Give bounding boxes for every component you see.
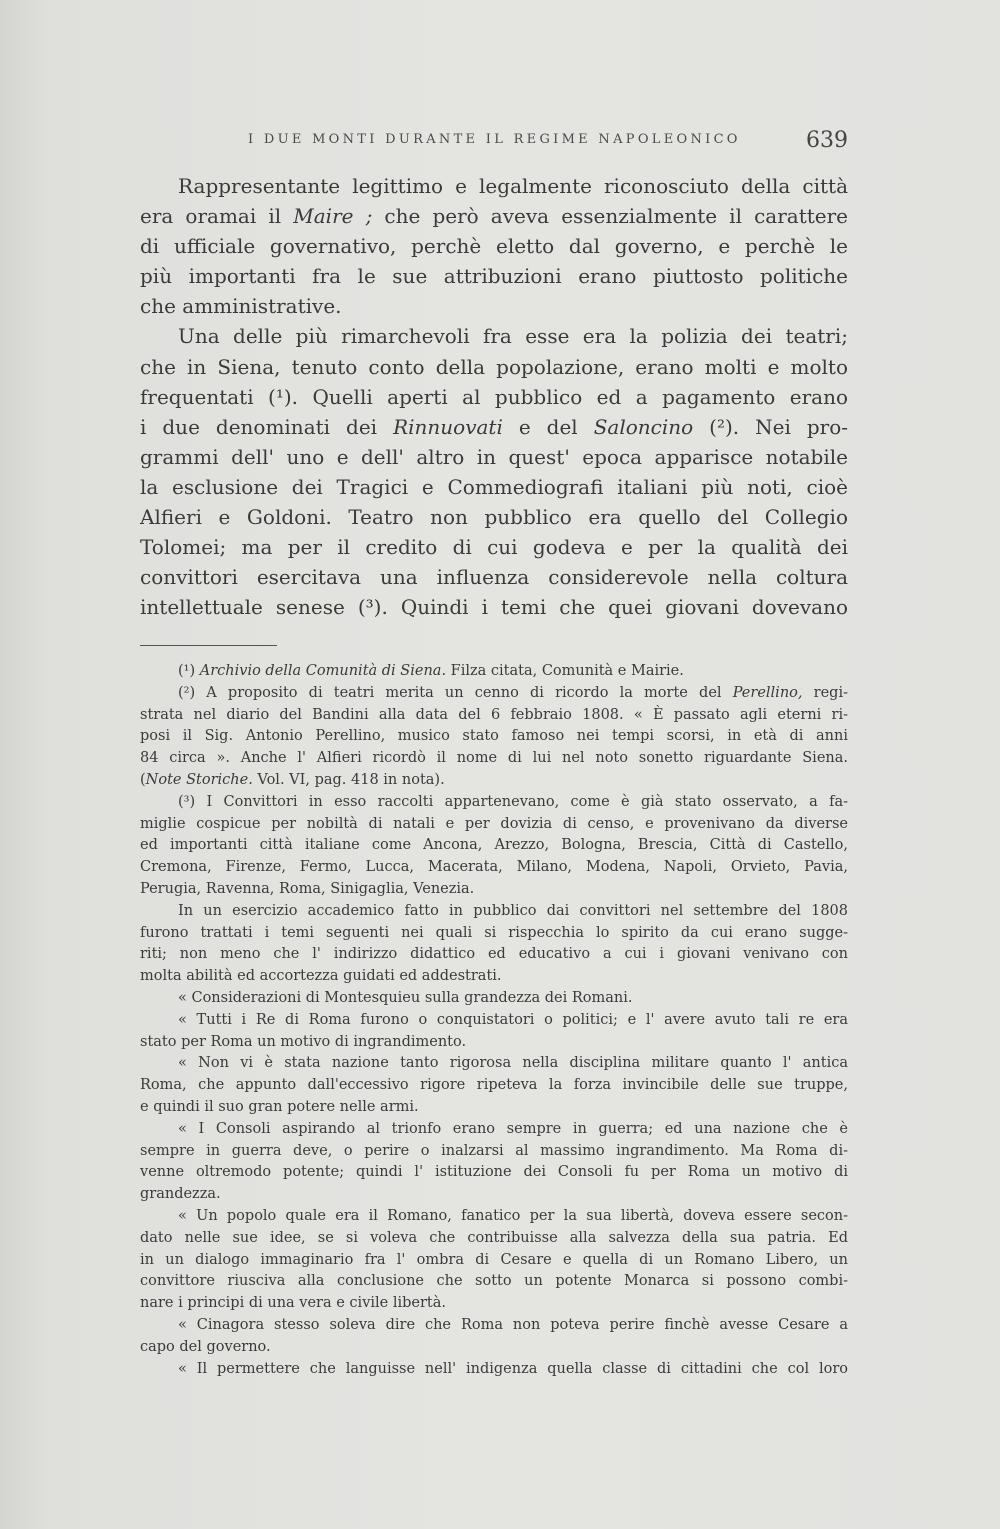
text-run: in un dialogo immaginario fra l' ombra di Cesare e quella di un Romano Libero, un <box>140 1251 848 1268</box>
body-text <box>140 171 848 622</box>
footnote-line <box>140 792 848 814</box>
text-run: Perugia, Ravenna, Roma, Sinigaglia, Venezia. <box>140 880 475 897</box>
footnote-line <box>140 835 848 857</box>
footnote-line <box>140 857 848 879</box>
italic-text: Perellino, <box>732 684 803 701</box>
text-run: (¹) <box>178 663 200 679</box>
footnote-line <box>140 705 848 727</box>
footnote-paragraph <box>140 661 848 683</box>
footnote-paragraph <box>140 683 848 792</box>
text-run: 84 circa ». Anche l' Alfieri ricordò il nome di lui nel noto sonetto riguardante Siena. <box>140 750 848 767</box>
text-run: nare i principi di una vera e civile libertà. <box>140 1295 447 1312</box>
body-line <box>140 442 848 472</box>
body-paragraph <box>140 171 848 321</box>
text-run: più importanti fra le sue attribuzioni erano piuttosto politiche <box>140 264 848 289</box>
footnote-line <box>140 1359 848 1381</box>
footnote-line <box>140 1250 848 1272</box>
text-run: Rappresentante legittimo e legalmente riconosciuto della città <box>178 174 848 198</box>
body-line <box>140 171 848 201</box>
text-run: riti; non meno che l' indirizzo didattico ed educativo a cui i giovani venivano con <box>140 946 848 963</box>
text-run: che in Siena, tenuto conto della popolazione, erano molti e molto <box>140 354 848 379</box>
body-line <box>140 592 848 622</box>
footnote-line <box>140 944 848 966</box>
italic-text: Saloncino <box>593 414 694 439</box>
text-run: Roma, che appunto dall'eccessivo rigore ripeteva la forza invincibile delle sue truppe, <box>140 1077 848 1094</box>
footnote-line <box>140 683 848 705</box>
text-run: dato nelle sue idee, se si voleva che contribuisse alla salvezza della sua patria. Ed <box>140 1229 848 1246</box>
footnote-line <box>140 1010 848 1032</box>
footnote-line <box>140 879 848 901</box>
footnote-paragraph <box>140 988 848 1010</box>
italic-text: Note Storiche. <box>145 771 253 788</box>
text-run: ( <box>140 771 146 788</box>
text-run: Vol. VI, pag. 418 in nota). <box>252 771 445 788</box>
text-run: capo del governo. <box>140 1338 271 1355</box>
footnote-line <box>140 1337 848 1359</box>
footnote-paragraph <box>140 1119 848 1206</box>
footnote-line <box>140 1206 848 1228</box>
running-title: I DUE MONTI DURANTE IL REGIME NAPOLEONICO <box>248 132 741 147</box>
text-run: regi- <box>802 684 848 701</box>
footnote-paragraph <box>140 1315 848 1359</box>
body-line <box>140 472 848 502</box>
footnote-line <box>140 1271 848 1293</box>
footnote-paragraph <box>140 1010 848 1054</box>
body-line <box>140 412 848 442</box>
text-run: frequentati (¹). Quelli aperti al pubblico ed a pagamento erano <box>140 384 848 409</box>
text-run: e del <box>502 414 594 439</box>
text-run: molta abilità ed accortezza guidati ed addestrati. <box>140 968 502 985</box>
page-number: 639 <box>806 128 848 153</box>
footnote-line <box>140 966 848 988</box>
body-line <box>140 321 848 351</box>
text-run: Alfieri e Goldoni. Teatro non pubblico era quello del Collegio <box>140 505 848 530</box>
body-line <box>140 352 848 382</box>
text-run: intellettuale senese (³). Quindi i temi che quei giovani dovevano <box>140 595 848 620</box>
footnote-line <box>140 770 848 792</box>
footnote-line <box>140 1184 848 1206</box>
text-run: venne oltremodo potente; quindi l' istituzione dei Consoli fu per Roma un motivo di <box>140 1164 848 1181</box>
footnote-line <box>140 1162 848 1184</box>
text-run: (²) A proposito di teatri merita un cenno di ricordo la morte del <box>178 684 733 701</box>
text-run: che amministrative. <box>140 294 342 319</box>
text-run: posi il Sig. Antonio Perellino, musico stato famoso nei tempi scorsi, in età di anni <box>140 728 848 745</box>
body-line <box>140 231 848 261</box>
footnote-line <box>140 661 848 683</box>
text-run: « Cinagora stesso soleva dire che Roma non poteva perire finchè avesse Cesare a <box>178 1316 848 1333</box>
text-run: i due denominati dei <box>140 414 394 439</box>
footnote-line <box>140 1141 848 1163</box>
text-run: Una delle più rimarchevoli fra esse era la polizia dei teatri; <box>178 324 848 349</box>
footnote-separator-rule <box>140 645 277 646</box>
text-run: ed importanti città italiane come Ancona, Arezzo, Bologna, Brescia, Città di Castello, <box>140 837 848 854</box>
text-run: stato per Roma un motivo di ingrandimento. <box>140 1033 467 1050</box>
footnote-line <box>140 1097 848 1119</box>
text-run: Filza citata, Comunità e Mairie. <box>446 663 684 679</box>
text-run: grammi dell' uno e dell' altro in quest' epoca apparisce notabile <box>140 444 848 469</box>
text-run: convittori esercitava una influenza considerevole nella coltura <box>140 565 848 590</box>
italic-text: Rinnuovati <box>393 414 503 439</box>
text-run: era oramai il <box>140 204 294 229</box>
italic-text: Maire ; <box>293 204 373 229</box>
body-line <box>140 382 848 412</box>
text-run: (²). Nei pro- <box>693 414 848 439</box>
body-line <box>140 562 848 592</box>
text-run: che però aveva essenzialmente il carattere <box>372 204 849 229</box>
footnote-line <box>140 988 848 1010</box>
text-run: Cremona, Firenze, Fermo, Lucca, Macerata, Milano, Modena, Napoli, Orvieto, Pavia, <box>140 859 848 876</box>
footnote-paragraph <box>140 792 848 901</box>
body-line <box>140 532 848 562</box>
body-line <box>140 261 848 291</box>
footnote-line <box>140 814 848 836</box>
text-run: « Considerazioni di Montesquieu sulla grandezza dei Romani. <box>178 989 633 1006</box>
footnote-line <box>140 726 848 748</box>
text-run: (³) I Convittori in esso raccolti appartenevano, come è già stato osservato, a fa- <box>178 793 848 810</box>
text-run: di ufficiale governativo, perchè eletto dal governo, e perchè le <box>140 234 848 259</box>
footnote-line <box>140 901 848 923</box>
footnote-paragraph <box>140 1359 848 1381</box>
text-run: « Il permettere che languisse nell' indigenza quella classe di cittadini che col loro <box>178 1360 848 1377</box>
text-run: strata nel diario del Bandini alla data del 6 febbraio 1808. « È passato agli eterni ri- <box>140 706 848 723</box>
text-run: « I Consoli aspirando al trionfo erano sempre in guerra; ed una nazione che è <box>178 1120 848 1137</box>
footnote-line <box>140 923 848 945</box>
footnote-paragraph <box>140 1206 848 1315</box>
footnote-paragraph <box>140 901 848 988</box>
footnote-line <box>140 748 848 770</box>
body-line <box>140 502 848 532</box>
footnotes <box>140 661 848 1380</box>
footnote-paragraph <box>140 1053 848 1118</box>
text-run: « Tutti i Re di Roma furono o conquistatori o politici; e l' avere avuto tali re era <box>178 1011 848 1028</box>
text-run: « Un popolo quale era il Romano, fanatico per la sua libertà, doveva essere secon- <box>178 1207 848 1224</box>
text-run: e quindi il suo gran potere nelle armi. <box>140 1098 419 1115</box>
italic-text: Archivio della Comunità di Siena. <box>199 663 447 679</box>
footnote-line <box>140 1075 848 1097</box>
footnote-line <box>140 1315 848 1337</box>
text-run: « Non vi è stata nazione tanto rigorosa nella disciplina militare quanto l' antica <box>178 1055 848 1072</box>
body-line <box>140 291 848 321</box>
text-run: Tolomei; ma per il credito di cui godeva e per la qualità dei <box>140 535 848 560</box>
footnote-line <box>140 1053 848 1075</box>
text-run: convittore riusciva alla conclusione che sotto un potente Monarca si possono combi- <box>140 1273 848 1290</box>
text-run: miglie cospicue per nobiltà di natali e per dovizia di censo, e provenivano da diverse <box>140 815 848 832</box>
body-line <box>140 201 848 231</box>
text-run: furono trattati i temi seguenti nei quali si rispecchia lo spirito da cui erano sugge- <box>140 924 848 941</box>
body-paragraph <box>140 321 848 622</box>
text-run: grandezza. <box>140 1186 221 1203</box>
footnote-line <box>140 1228 848 1250</box>
text-run: In un esercizio accademico fatto in pubblico dai convittori nel settembre del 1808 <box>178 902 848 919</box>
text-run: la esclusione dei Tragici e Commediografi italiani più noti, cioè <box>140 474 848 499</box>
footnote-line <box>140 1119 848 1141</box>
footnote-line <box>140 1032 848 1054</box>
footnote-line <box>140 1293 848 1315</box>
text-run: sempre in guerra deve, o perire o inalzarsi al massimo ingrandimento. Ma Roma di- <box>140 1142 848 1159</box>
